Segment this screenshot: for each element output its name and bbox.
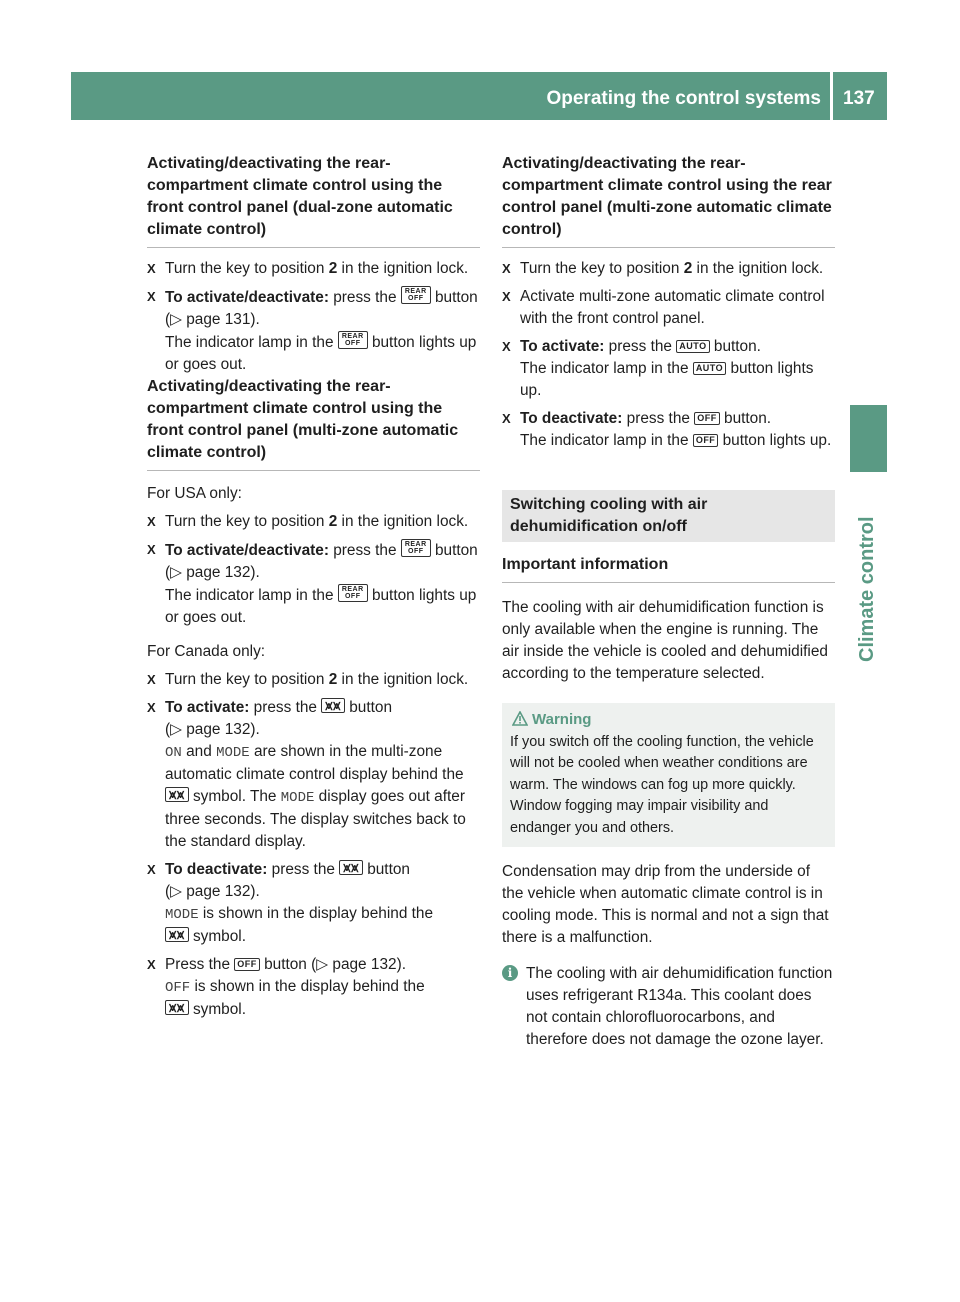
fan-button-icon: ⩙⩙ xyxy=(321,698,345,713)
rear-button-icon: REAR OFF xyxy=(338,584,368,602)
list-item: X Turn the key to position 2 in the ignition lock. xyxy=(147,669,480,691)
auto-button-icon: AUTO xyxy=(676,340,709,353)
step-marker-icon: X xyxy=(147,672,156,687)
right-column xyxy=(502,153,835,1051)
fan-button-icon: ⩙⩙ xyxy=(165,927,189,942)
page-title: Operating the control systems xyxy=(546,88,821,109)
step-marker-icon: X xyxy=(147,862,156,877)
list-item: X Turn the key to position 2 in the ignition lock. xyxy=(147,511,480,533)
step-marker-icon: X xyxy=(147,261,156,276)
rear-button-icon: REAR OFF xyxy=(338,331,368,349)
region-note: For USA only: xyxy=(147,485,242,502)
list-item: X To activate/deactivate: press the REAR OFF button (▷ page 131). The indicator lamp in the REAR OFF button lights up or goes out. xyxy=(147,288,478,373)
rear-button-icon: REAR OFF xyxy=(401,286,431,304)
list-item: X To activate/deactivate: press the REAR OFF button (▷ page 132). The indicator lamp in the REAR OFF button lights up or goes out. xyxy=(147,541,478,626)
list-item: X Activate multi-zone automatic climate control with the front control panel. xyxy=(502,288,825,327)
fan-button-icon: ⩙⩙ xyxy=(339,860,363,875)
step-marker-icon: X xyxy=(147,542,156,557)
step-marker-icon: X xyxy=(147,289,156,304)
step-marker-icon: X xyxy=(502,411,511,426)
step-marker-icon: X xyxy=(147,700,156,715)
step-marker-icon: X xyxy=(147,514,156,529)
section-heading: Important information xyxy=(502,554,835,583)
section-heading: Activating/deactivating the rear-compartment climate control using the front control panel (dual-zone automatic climate control) xyxy=(147,153,480,248)
rear-button-icon: REAR OFF xyxy=(401,539,431,557)
list-item: X Turn the key to position 2 in the ignition lock. xyxy=(147,258,480,280)
step-marker-icon: X xyxy=(147,957,156,972)
list-item: X Press the OFF button (▷ page 132). OFF is shown in the display behind the ⩙⩙ symbol. xyxy=(147,956,425,1018)
paragraph: The cooling with air dehumidification function is only available when the engine is running. The air inside the vehicle is cooled and dehumidified according to the temperature selected. xyxy=(502,599,828,682)
step-marker-icon: X xyxy=(502,289,511,304)
list-item: X Turn the key to position 2 in the ignition lock. xyxy=(502,258,835,280)
page-number: 137 xyxy=(843,88,875,109)
warning-box xyxy=(502,703,835,847)
auto-button-icon: AUTO xyxy=(693,362,726,375)
warning-title: Warning xyxy=(532,711,592,728)
fan-button-icon: ⩙⩙ xyxy=(165,1000,189,1015)
region-note: For Canada only: xyxy=(147,643,266,660)
section-heading: Activating/deactivating the rear-compartment climate control using the rear control panel (multi-zone automatic climate control) xyxy=(502,153,835,248)
list-item: X To deactivate: press the OFF button. The indicator lamp in the OFF button lights up. xyxy=(502,410,832,449)
header-separator xyxy=(830,72,833,120)
section-heading: Activating/deactivating the rear-compartment climate control using the front control panel (multi-zone automatic climate control) xyxy=(147,376,480,471)
list-item: X To activate: press the ⩙⩙ button (▷ page 132). ON and MODE are shown in the multi-zone automatic climate control display behind the ⩙⩙ symbol. The MODE display goes out after three seconds. The display switches back to the standard display. xyxy=(147,698,466,850)
info-icon: i xyxy=(502,965,518,981)
step-marker-icon: X xyxy=(502,261,511,276)
list-item: X To activate: press the AUTO button. The indicator lamp in the AUTO button lights up. xyxy=(502,338,814,399)
warning-triangle-icon xyxy=(512,711,528,726)
left-column xyxy=(147,153,480,1021)
shaded-section-heading: Switching cooling with air dehumidification on/off xyxy=(502,490,835,542)
side-tab-label: Climate control xyxy=(856,516,878,662)
fan-button-icon: ⩙⩙ xyxy=(165,787,189,802)
off-button-icon: OFF xyxy=(234,958,260,971)
warning-text: If you switch off the cooling function, the vehicle will not be cooled when weather conditions are warm. The windows can fog up more quickly. Window fogging may impair visibility and endanger you and others. xyxy=(510,733,814,836)
paragraph: Condensation may drip from the underside of the vehicle when automatic climate control is in cooling mode. This is normal and not a sign that there is a malfunction. xyxy=(502,863,829,946)
list-item: X To deactivate: press the ⩙⩙ button (▷ page 132). MODE is shown in the display behind the ⩙⩙ symbol. xyxy=(147,860,434,945)
step-marker-icon: X xyxy=(502,339,511,354)
off-button-icon: OFF xyxy=(693,434,719,447)
off-button-icon: OFF xyxy=(694,412,720,425)
info-note: i The cooling with air dehumidification function uses refrigerant R134a. This coolant does not contain chlorofluorocarbons, and therefore does not damage the ozone layer. xyxy=(502,963,835,1051)
